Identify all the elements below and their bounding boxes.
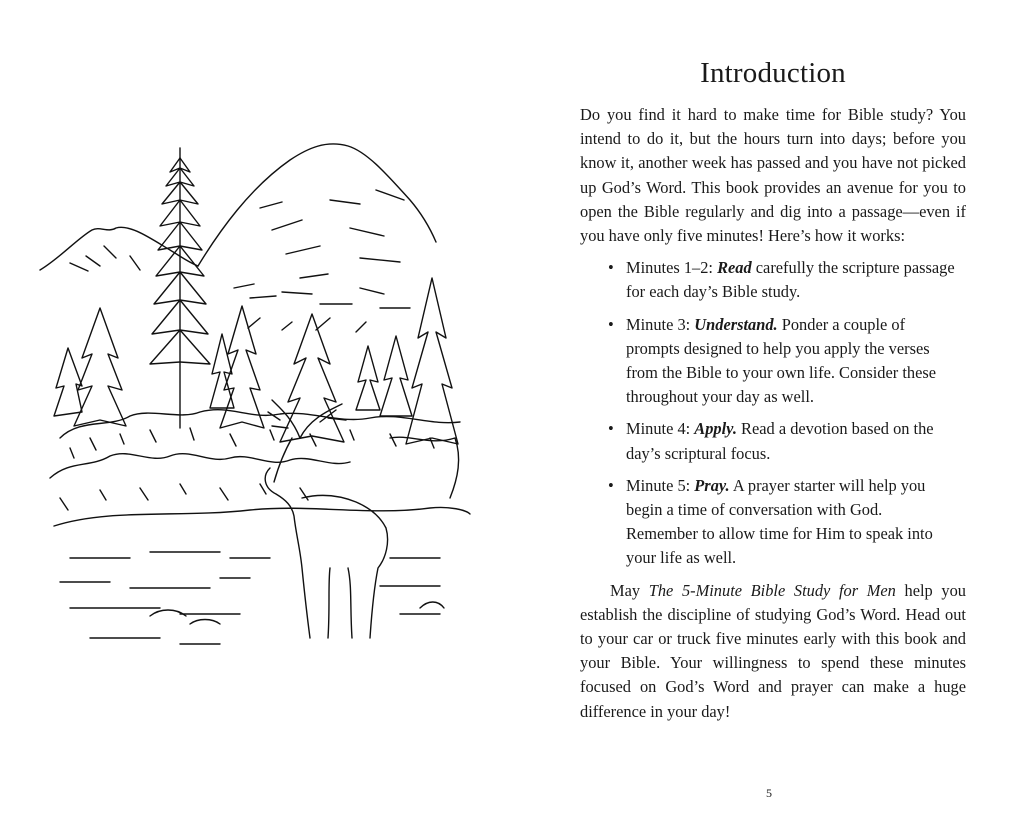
closing-text-start: May: [610, 580, 649, 600]
closing-text-end: help you establish the discipline of studying God’s Word. Head out to your car or truck five minutes early with this book and your Bible. Your willingness to spend these minutes focused on God’s Word and prayer can make a huge difference in your day!: [580, 580, 966, 721]
bullet: •: [608, 314, 614, 334]
list-item-apply: [580, 417, 956, 465]
elk-mountain-landscape-illustration: [30, 138, 475, 678]
step-prefix: Minutes 1–2:: [626, 258, 718, 278]
step-prefix: Minute 4:: [626, 419, 695, 439]
step-prefix: Minute 5:: [626, 475, 695, 495]
step-keyword: Understand.: [694, 314, 778, 334]
step-text: Read a devotion based on the day’s scriptural focus.: [626, 419, 934, 463]
list-item-pray: [580, 474, 956, 571]
step-text: Ponder a couple of prompts designed to help you apply the verses from the Bible to your own life. Consider these throughout your day as well.: [626, 314, 936, 407]
step-keyword: Read: [717, 258, 752, 278]
page-number: 5: [766, 786, 772, 800]
text-page: [580, 55, 966, 724]
page-title: Introduction: [700, 57, 846, 89]
bullet: •: [608, 475, 614, 495]
steps-list: [580, 256, 966, 570]
step-text: A prayer starter will help you begin a time of conversation with God. Remember to allow time for Him to speak into your life as well.: [626, 475, 933, 568]
step-prefix: Minute 3:: [626, 314, 695, 334]
closing-paragraph: [580, 579, 966, 724]
intro-paragraph: Do you find it hard to make time for Bible study? You intend to do it, but the hours turn into days; before you know it, another week has passed and you have not picked up God’s Word. This book provides an avenue for you to open the Bible regularly and dig into a passage—even if you have only five minutes! Here’s how it works:: [580, 105, 966, 246]
list-item-read: [580, 256, 956, 304]
list-item-understand: [580, 313, 946, 410]
step-keyword: Pray.: [694, 475, 730, 495]
bullet: •: [608, 258, 614, 278]
step-text: carefully the scripture passage for each day’s Bible study.: [626, 258, 955, 302]
bullet: •: [608, 419, 614, 439]
step-keyword: Apply.: [694, 419, 737, 439]
book-title: The 5-Minute Bible Study for Men: [648, 580, 896, 600]
